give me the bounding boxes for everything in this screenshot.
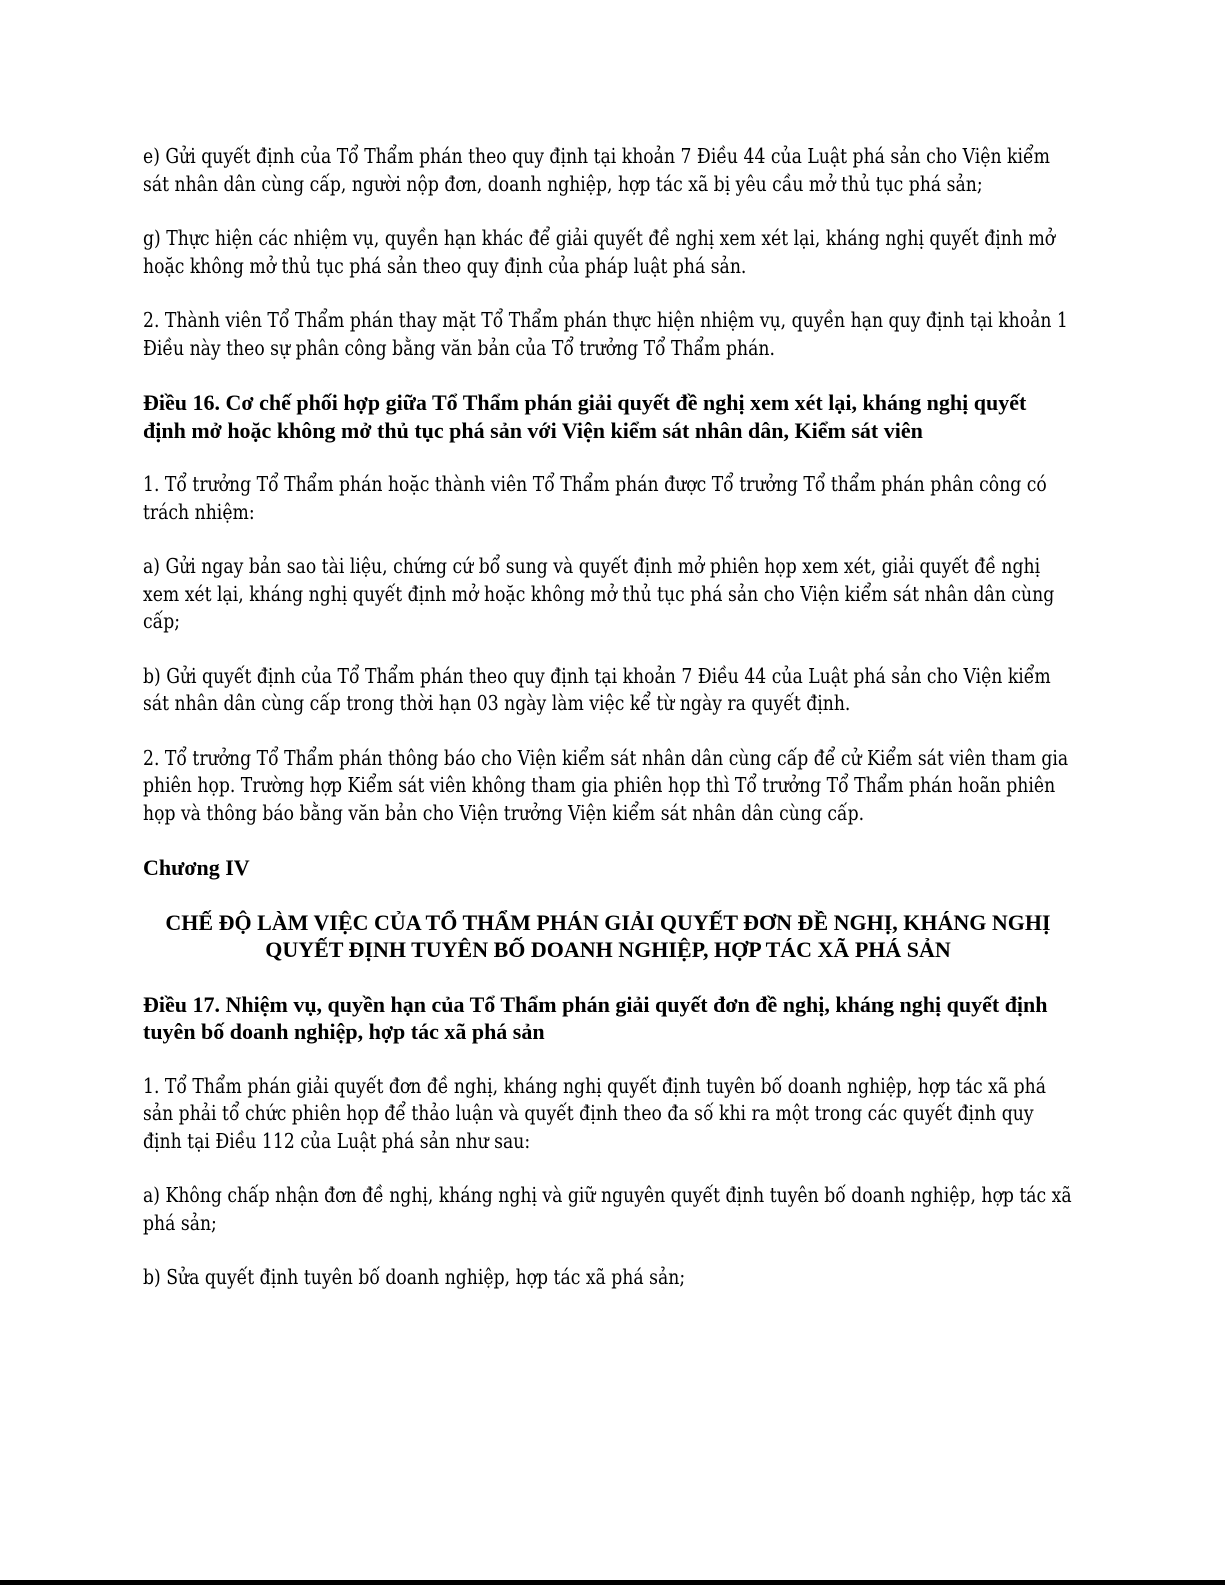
document-body [143, 143, 1073, 1319]
article-16-clause-1: 1. Tổ trưởng Tổ Thẩm phán hoặc thành viên Tổ Thẩm phán được Tổ trưởng Tổ thẩm phán phân công có trách nhiệm: [143, 472, 1047, 524]
paragraph-g: g) Thực hiện các nhiệm vụ, quyền hạn khác để giải quyết đề nghị xem xét lại, kháng nghị quyết định mở hoặc không mở thủ tục phá sản theo quy định của pháp luật phá sản. [143, 226, 1056, 278]
page-bottom-border [0, 1580, 1225, 1585]
article-17-clause-1: 1. Tổ Thẩm phán giải quyết đơn đề nghị, kháng nghị quyết định tuyên bố doanh nghiệp, hợp tác xã phá sản phải tổ chức phiên họp để thảo luận và quyết định theo đa số khi ra một trong các quyết định quy định tại Điều 112 của Luật phá sản như sau: [143, 1073, 1046, 1153]
paragraph-e: e) Gửi quyết định của Tổ Thẩm phán theo quy định tại khoản 7 Điều 44 của Luật phá sản cho Viện kiểm sát nhân dân cùng cấp, người nộp đơn, doanh nghiệp, hợp tác xã bị yêu cầu mở thủ tục phá sản; [143, 144, 1050, 196]
article-16-heading: Điều 16. Cơ chế phối hợp giữa Tổ Thẩm phán giải quyết đề nghị xem xét lại, kháng nghị quyết định mở hoặc không mở thủ tục phá sản với Viện kiểm sát nhân dân, Kiểm sát viên [143, 390, 1027, 443]
article-16-clause-2: 2. Tổ trưởng Tổ Thẩm phán thông báo cho Viện kiểm sát nhân dân cùng cấp để cử Kiểm sát viên tham gia phiên họp. Trường hợp Kiểm sát viên không tham gia phiên họp thì Tổ trưởng Tổ Thẩm phán hoãn phiên họp và thông báo bằng văn bản cho Viện trưởng Viện kiểm sát nhân dân cùng cấp. [143, 745, 1069, 825]
article-17-heading: Điều 17. Nhiệm vụ, quyền hạn của Tổ Thẩm phán giải quyết đơn đề nghị, kháng nghị quyết định tuyên bố doanh nghiệp, hợp tác xã phá sản [143, 991, 1048, 1044]
chapter-label: Chương IV [143, 855, 250, 880]
article-17-point-b: b) Sửa quyết định tuyên bố doanh nghiệp, hợp tác xã phá sản; [143, 1265, 686, 1289]
paragraph-2: 2. Thành viên Tổ Thẩm phán thay mặt Tổ Thẩm phán thực hiện nhiệm vụ, quyền hạn quy định tại khoản 1 Điều này theo sự phân công bằng văn bản của Tổ trưởng Tổ Thẩm phán. [143, 308, 1068, 360]
article-17-point-a: a) Không chấp nhận đơn đề nghị, kháng nghị và giữ nguyên quyết định tuyên bố doanh nghiệp, hợp tác xã phá sản; [143, 1183, 1072, 1235]
chapter-title: CHẾ ĐỘ LÀM VIỆC CỦA TỔ THẨM PHÁN GIẢI QUYẾT ĐƠN ĐỀ NGHỊ, KHÁNG NGHỊ QUYẾT ĐỊNH TUYÊN BỐ DOANH NGHIỆP, HỢP TÁC XÃ PHÁ SẢN [165, 909, 1051, 962]
article-16-point-a: a) Gửi ngay bản sao tài liệu, chứng cứ bổ sung và quyết định mở phiên họp xem xét, giải quyết đề nghị xem xét lại, kháng nghị quyết định mở hoặc không mở thủ tục phá sản cho Viện kiểm sát nhân dân cùng cấp; [143, 554, 1055, 633]
article-16-point-b: b) Gửi quyết định của Tổ Thẩm phán theo quy định tại khoản 7 Điều 44 của Luật phá sản cho Viện kiểm sát nhân dân cùng cấp trong thời hạn 03 ngày làm việc kể từ ngày ra quyết định. [143, 663, 1051, 715]
